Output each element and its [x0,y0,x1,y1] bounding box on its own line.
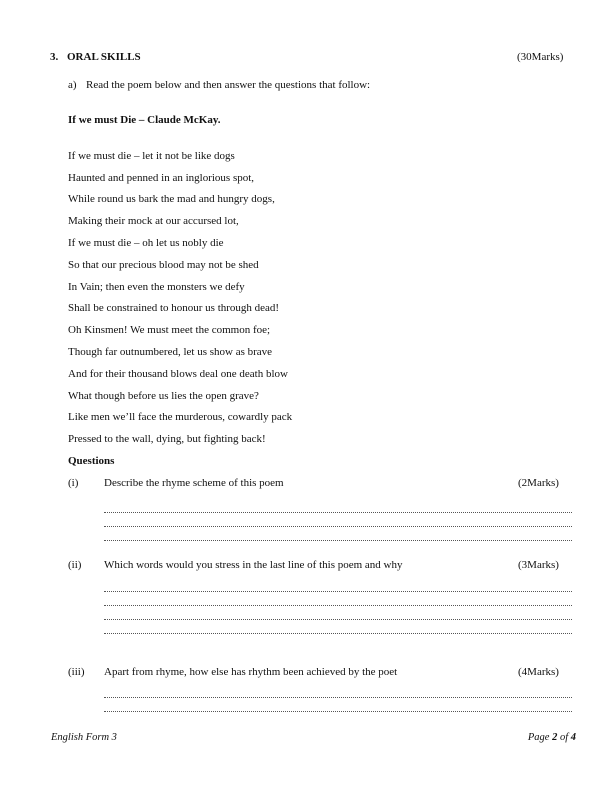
question-marks: (2Marks) [518,477,559,489]
poem-line: What though before us lies the open grave? [68,390,259,402]
answer-line[interactable] [104,697,572,698]
footer-page-word: Page [527,732,550,743]
poem-line: And for their thousand blows deal one death blow [68,368,288,380]
answer-line[interactable] [104,605,572,606]
question-text: Apart from rhyme, how else has rhythm been achieved by the poet [104,666,398,678]
question-marks: (3Marks) [518,559,559,571]
footer-page-of: of [559,732,569,743]
answer-line[interactable] [104,633,572,634]
poem-title: If we must Die – Claude McKay. [68,114,221,126]
section-marks: (30Marks) [517,51,564,63]
section-title: ORAL SKILLS [67,51,141,63]
poem-line: Haunted and penned in an inglorious spot, [68,172,255,184]
answer-line[interactable] [104,619,572,620]
poem-line: Oh Kinsmen! We must meet the common foe; [68,324,271,336]
poem-line: If we must die – let it not be like dogs [68,150,235,162]
poem-line: Shall be constrained to honour us through dead! [68,302,280,314]
question-number: (iii) [68,666,85,678]
poem-line: Making their mock at our accursed lot, [68,215,239,227]
footer-page-total: 4 [570,732,576,743]
answer-line[interactable] [104,540,572,541]
answer-line[interactable] [104,591,572,592]
question-marks: (4Marks) [518,666,559,678]
question-number: (ii) [68,559,82,571]
question-text: Which words would you stress in the last line of this poem and why [104,559,403,571]
footer-page-number [528,731,576,744]
question-text: Describe the rhyme scheme of this poem [104,477,284,489]
footer-course: English Form 3 [51,732,117,743]
questions-heading: Questions [68,455,115,467]
poem-line: Pressed to the wall, dying, but fighting back! [68,433,266,445]
poem-line: In Vain; then even the monsters we defy [68,281,245,293]
poem-line: Though far outnumbered, let us show as brave [68,346,273,358]
footer-page-current: 2 [552,732,558,743]
instruction-text: Read the poem below and then answer the questions that follow: [86,79,371,91]
poem-line: So that our precious blood may not be shed [68,259,259,271]
poem-line: If we must die – oh let us nobly die [68,237,224,249]
answer-line[interactable] [104,526,572,527]
answer-line[interactable] [104,711,572,712]
question-number: (i) [68,477,79,489]
instruction-label: a) [68,79,77,91]
section-number: 3. [50,51,59,63]
poem-line: Like men we’ll face the murderous, cowardly pack [68,411,293,423]
poem-line: While round us bark the mad and hungry dogs, [68,193,275,205]
answer-line[interactable] [104,512,572,513]
